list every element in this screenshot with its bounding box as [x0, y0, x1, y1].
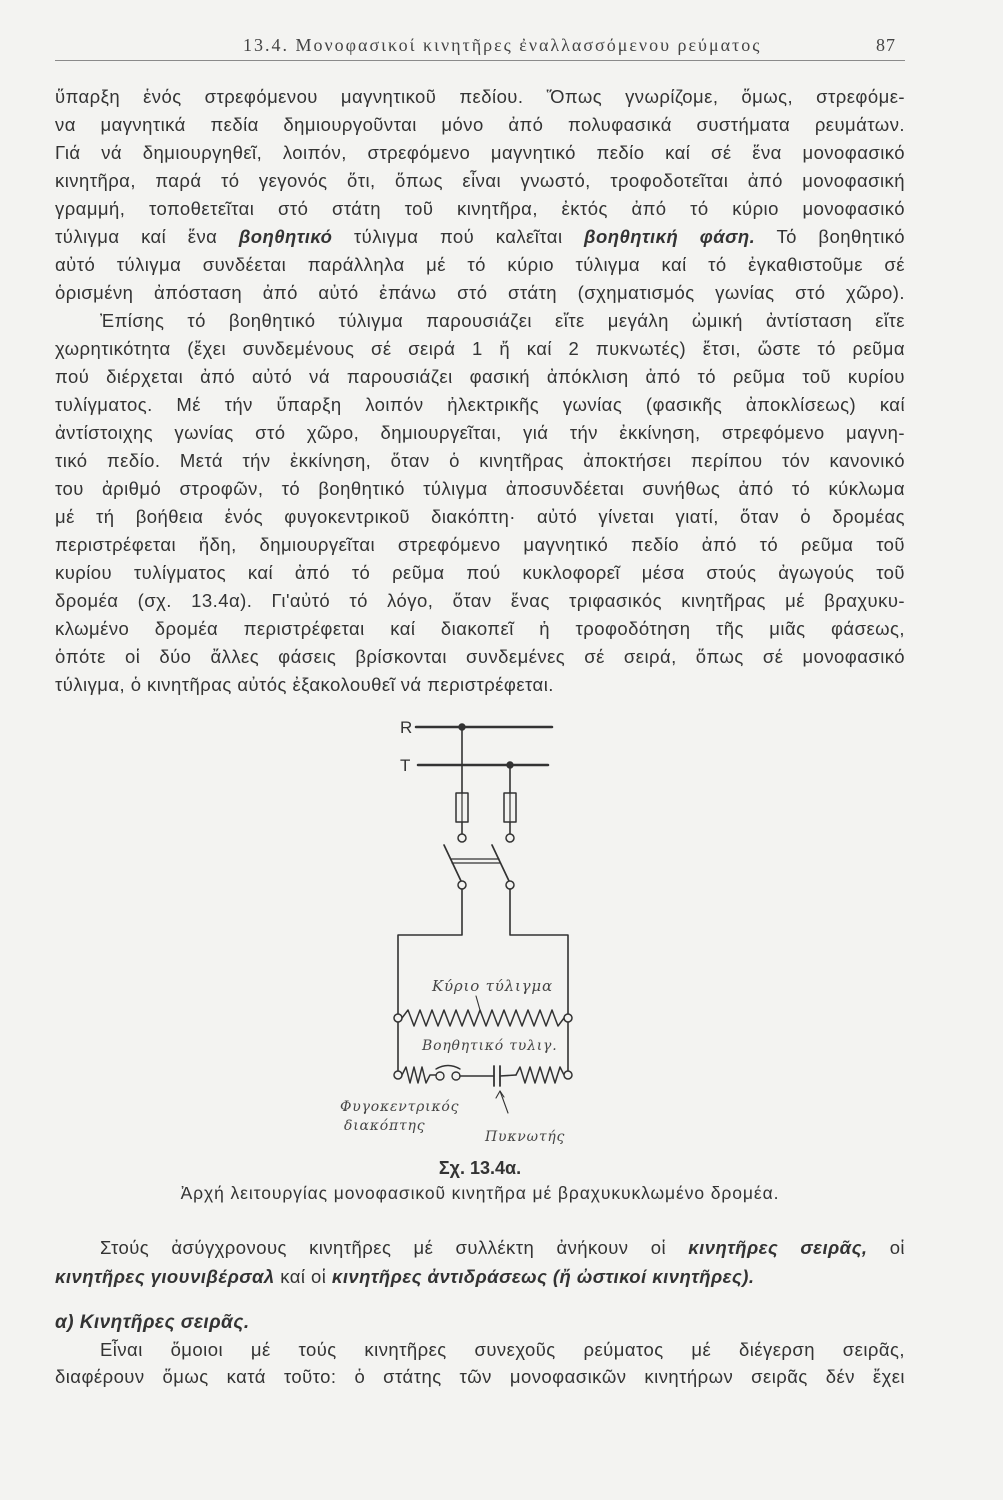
line-text: τύλιγμα καί ἕνα [55, 226, 239, 247]
wire-left-feed [398, 889, 462, 1014]
centrifugal-switch-contact [452, 1072, 460, 1080]
paragraph-2-line-5: ἀντίστοιχης γωνίας στό χῶρο, δημιουργεῖται, γιά τήν ἐκκίνηση, στρεφόμενο μαγνη- [55, 422, 905, 443]
wire-capacitor-to-coil [500, 1075, 516, 1076]
paragraph-2-line-12: κλωμένο δρομέα περιστρέφεται καί διακοπεῖ ἡ τροφοδότηση τῆς μιᾶς φάσεως, [55, 618, 905, 639]
bus-label-t: T [400, 756, 411, 775]
section-heading: α) Κινητῆρες σειρᾶς. [55, 1312, 250, 1333]
paragraph-1-line-8: ὁρισμένη ἀπόσταση ἀπό αὐτό ἐπάνω στό στάτη (σχηματισμός γωνίας στό χῶρο). [55, 282, 905, 303]
switch-terminal-bottom-r [458, 881, 466, 889]
paragraph-1-line-1: ὕπαρξη ἑνός στρεφόμενου μαγνητικοῦ πεδίου. Ὅπως γνωρίζομε, ὅμως, στρεφόμε- [55, 86, 905, 107]
switch-terminal-bottom-t [506, 881, 514, 889]
switch-terminal-top-t [506, 834, 514, 842]
main-winding-terminal-right [564, 1014, 572, 1022]
paragraph-1-line-5: γραμμή, τοποθετεῖται στό στάτη τοῦ κινητῆρα, ἐκτός ἀπό τό κύριο μονοφασικό [55, 198, 905, 219]
paragraph-2-line-11: δρομέα (σχ. 13.4α). Γι'αὐτό τό λόγο, ὅταν ἕνας τριφασικός κινητῆρας μέ βραχυκυ- [55, 590, 905, 611]
paragraph-2-line-4: τυλίγματος. Μέ τήν ὕπαρξη λοιπόν ἠλεκτρικῆς γωνίας (φασικῆς ἀποκλίσεως) καί [55, 394, 905, 415]
centrifugal-switch-label-2: διακόπτης [344, 1118, 426, 1134]
paragraph-1-line-4: κινητῆρα, παρά τό γεγονός ὅτι, ὅπως εἶναι γνωστό, τροφοδοτεῖται ἀπό μονοφασική [55, 170, 905, 191]
paragraph-2-line-10: κυρίου τυλίγματος καί ἀπό τό ρεῦμα πού κυκλοφορεῖ μέσα στούς ἀγωγούς τοῦ [55, 562, 905, 583]
aux-winding-coil-left [402, 1067, 436, 1083]
capacitor-label: Πυκνωτής [485, 1129, 566, 1145]
paragraph-4-line-2: διαφέρουν ὅμως κατά τοῦτο: ὁ στάτης τῶν μονοφασικῶν κινητήρων σειρᾶς δέν ἔχει [55, 1366, 905, 1387]
section-heading-block [55, 1309, 905, 1337]
aux-winding-terminal-left [394, 1071, 402, 1079]
switch-terminal-top-r [458, 834, 466, 842]
paragraph-2-line-13: ὁπότε οἱ δύο ἄλλες φάσεις βρίσκονται συνδεμένες σέ σειρά, ὅπως σέ μονοφασικό [55, 646, 905, 667]
line-text: καί οἱ [274, 1266, 332, 1287]
capacitor-pointer-arrow [500, 1091, 508, 1113]
paragraph-1-line-3: Γιά νά δημιουργηθεῖ, λοιπόν, στρεφόμενο μαγνητικό πεδίο καί σέ ἕνα μονοφασικό [55, 142, 905, 163]
emphasis-universal-motors: κινητῆρες γιουνιβέρσαλ [55, 1266, 275, 1287]
arrowhead-icon [496, 1091, 504, 1098]
paragraph-2-line-9: περιστρέφεται ἤδη, δημιουργεῖται στρεφόμενο μαγνητικό πεδίο ἀπό τό ρεῦμα τοῦ [55, 534, 905, 555]
aux-winding-label: Βοηθητικό τυλιγ. [422, 1038, 558, 1054]
emphasis-series-motors: κινητῆρες σειρᾶς, [688, 1237, 868, 1258]
page-number: 87 [876, 35, 896, 55]
emphasis-auxiliary-phase: βοηθητική φάση. [584, 226, 756, 247]
paragraph-2-line-6: τικό πεδίο. Μετά τήν ἐκκίνηση, ὅταν ὁ κινητῆρας ἀποκτήσει περίπου τόν κανονικό [55, 450, 905, 471]
aux-winding-coil-right [516, 1067, 564, 1083]
main-winding-pointer [476, 996, 480, 1010]
paragraph-1 [55, 83, 905, 307]
paragraph-4-line-1: Εἶναι ὅμοιοι μέ τούς κινητῆρες συνεχοῦς ρεύματος μέ διέγερση σειρᾶς, [100, 1339, 905, 1360]
paragraph-3 [55, 1233, 905, 1291]
paragraph-2-line-3: πού διέρχεται ἀπό αὐτό νά παρουσιάζει φασική ἀπόκλιση ἀπό τό ρεῦμα τοῦ κυρίου [55, 366, 905, 387]
emphasis-repulsion-motors: κινητῆρες ἀντιδράσεως (ἤ ὠστικοί κινητῆρες). [331, 1266, 755, 1287]
paragraph-4 [55, 1336, 905, 1390]
running-head-title: 13.4. Μονοφασικοί κινητῆρες ἐναλλασσόμενου ρεύματος [243, 35, 762, 55]
paragraph-2-line-14: τύλιγμα, ὁ κινητῆρας αὐτός ἐξακολουθεῖ νά περιστρέφεται. [55, 674, 554, 695]
paragraph-1-line-6 [55, 223, 905, 251]
line-text: Τό βοηθητικό [755, 226, 905, 247]
main-winding-coil [402, 1010, 564, 1026]
paragraph-2 [55, 307, 905, 699]
paragraph-2-line-2: χωρητικότητα (ἔχει συνδεμένους σέ σειρά 1 ἤ καί 2 πυκνωτές) ἔτσι, ὥστε τό ρεῦμα [55, 338, 905, 359]
paragraph-1-line-2: να μαγνητικά πεδία δημιουργοῦνται μόνο ἀπό πολυφασικά συστήματα ρευμάτων. [55, 114, 905, 135]
paragraph-2-line-7: του ἀριθμό στροφῶν, τό βοηθητικό τύλιγμα ἀποσυνδέεται συνήθως ἀπό τό κύκλωμα [55, 478, 905, 499]
main-winding-label: Κύριο τύλιγμα [432, 977, 553, 995]
paragraph-2-line-1: Ἐπίσης τό βοηθητικό τύλιγμα παρουσιάζει εἴτε μεγάλη ὠμική ἀντίσταση εἴτε [100, 310, 905, 331]
line-text: οἱ [867, 1237, 905, 1258]
line-text: Στούς ἀσύγχρονους κινητῆρες μέ συλλέκτη ἀνήκουν οἱ [100, 1237, 689, 1258]
emphasis-auxiliary-winding: βοηθητικό [238, 226, 333, 247]
line-text: τύλιγμα πού καλεῖται [332, 226, 585, 247]
wire-right-feed [510, 889, 568, 1014]
centrifugal-switch-contact [436, 1072, 444, 1080]
header-rule [55, 60, 905, 61]
figure-number: Σχ. 13.4α. [438, 1158, 522, 1178]
aux-winding-terminal-right [564, 1071, 572, 1079]
circuit-diagram [330, 705, 590, 1155]
main-winding-terminal-left [394, 1014, 402, 1022]
paragraph-2-line-8: μέ τή βοήθεια ἑνός φυγοκεντρικοῦ διακόπτη· αὐτό γίνεται γιατί, ὅταν ὁ δρομέας [55, 506, 905, 527]
paragraph-3-line-1 [55, 1233, 905, 1262]
paragraph-3-line-2 [55, 1262, 905, 1291]
centrifugal-switch-bar [436, 1066, 460, 1070]
paragraph-1-line-7: αὐτό τύλιγμα συνδέεται παράλληλα μέ τό κύριο τύλιγμα καί τό ἐγκαθιστοῦμε σέ [55, 254, 905, 275]
centrifugal-switch-label-1: Φυγοκεντρικός [340, 1099, 460, 1115]
figure-caption: Ἀρχή λειτουργίας μονοφασικοῦ κινητῆρα μέ βραχυκυκλωμένο δρομέα. [180, 1183, 780, 1203]
bus-label-r: R [400, 718, 413, 737]
